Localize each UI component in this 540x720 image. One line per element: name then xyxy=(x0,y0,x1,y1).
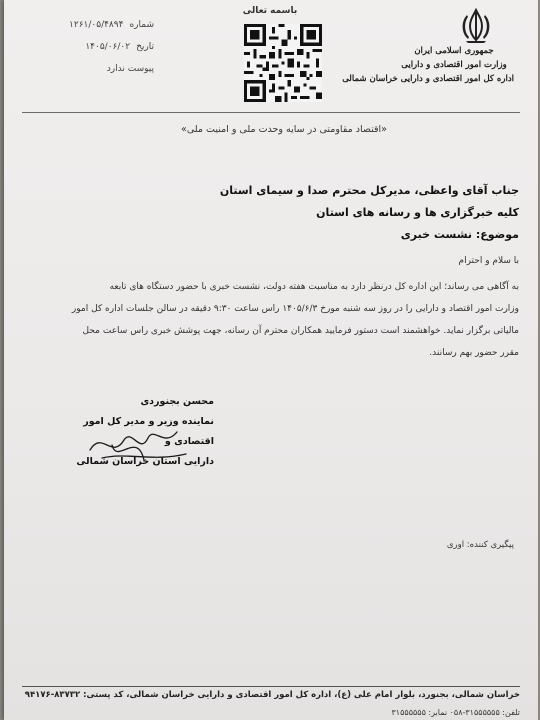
handwritten-signature-icon xyxy=(82,410,192,470)
letter-date-row xyxy=(26,42,154,64)
footer-divider xyxy=(22,686,520,687)
letter-date-value: ۱۴۰۵/۰۶/۰۲ xyxy=(85,42,131,52)
letter-date-label: تاریخ xyxy=(136,42,154,52)
iran-emblem-icon xyxy=(456,6,496,46)
signer-title-1: نماینده وزیر و مدیر کل امور اقتصادی و xyxy=(83,416,214,447)
footer-contact: تلفن: ۳۱۵۵۵۵۵۵-۰۵۸ نمابر: ۳۱۵۵۵۵۵۵ xyxy=(391,708,520,717)
letter-body xyxy=(30,276,519,364)
signer-name: محسن بجنوردی xyxy=(140,396,214,407)
bismillah-heading: باسمه تعالی xyxy=(242,6,298,16)
letter-meta xyxy=(26,20,154,86)
footer-address: خراسان شمالی، بجنورد، بلوار امام علی (ع)، اداره کل امور اقتصادی و دارایی خراسان شمالی، کد پستی: ۸۳۷۳۲-۹۴۱۷۶ xyxy=(24,690,520,700)
org-line-3: اداره کل امور اقتصادی و دارایی خراسان شمالی xyxy=(342,74,514,84)
org-line-2: وزارت امور اقتصادی و دارایی xyxy=(401,60,507,70)
signer-title-2: دارایی استان خراسان شمالی xyxy=(76,456,214,467)
addressee-line-2: کلیه خبرگزاری ها و رسانه های استان xyxy=(316,206,519,219)
subject-line: موضوع: نشست خبری xyxy=(400,228,519,241)
slogan: «اقتصاد مقاومتی در سایه وحدت ملی و امنیت ملی» xyxy=(181,124,387,135)
letter-number-row xyxy=(26,20,154,42)
addressee-line-1: جناب آقای واعظی، مدیرکل محترم صدا و سیمای استان xyxy=(219,184,519,197)
greeting: با سلام و احترام xyxy=(458,256,519,266)
body-line-2: وزارت امور اقتصاد و دارایی را در روز سه شنبه مورخ ۱۴۰۵/۶/۳ راس ساعت ۹:۳۰ دقیقه در سالن جلسات اداره کل امور xyxy=(71,304,519,314)
organization-name xyxy=(342,44,514,86)
body-line-4: مقرر حضور بهم رسانند. xyxy=(429,348,519,358)
body-line-3: مالیاتی برگزار نماید. خواهشمند است دستور فرمایید همکاران محترم آن رسانه، جهت پوشش خبری راس ساعت محل xyxy=(82,326,519,336)
letter-number-label: شماره xyxy=(129,20,154,30)
letter-page xyxy=(4,0,538,720)
body-line-1: به آگاهی می رساند؛ این اداره کل درنظر دارد به مناسبت هفته دولت، نشست خبری با حضور دستگاه های تابعه xyxy=(109,282,519,292)
addressee-block xyxy=(154,180,519,246)
header-divider xyxy=(22,112,520,113)
letter-number-value: ۱۲۶۱/۰۵/۴۸۹۴ xyxy=(69,20,124,30)
letter-attachment: پیوست ندارد xyxy=(106,64,154,74)
followup-person: پیگیری کننده: اوری xyxy=(446,540,514,550)
org-line-1: جمهوری اسلامی ایران xyxy=(414,46,494,56)
qr-code-icon xyxy=(244,24,322,102)
